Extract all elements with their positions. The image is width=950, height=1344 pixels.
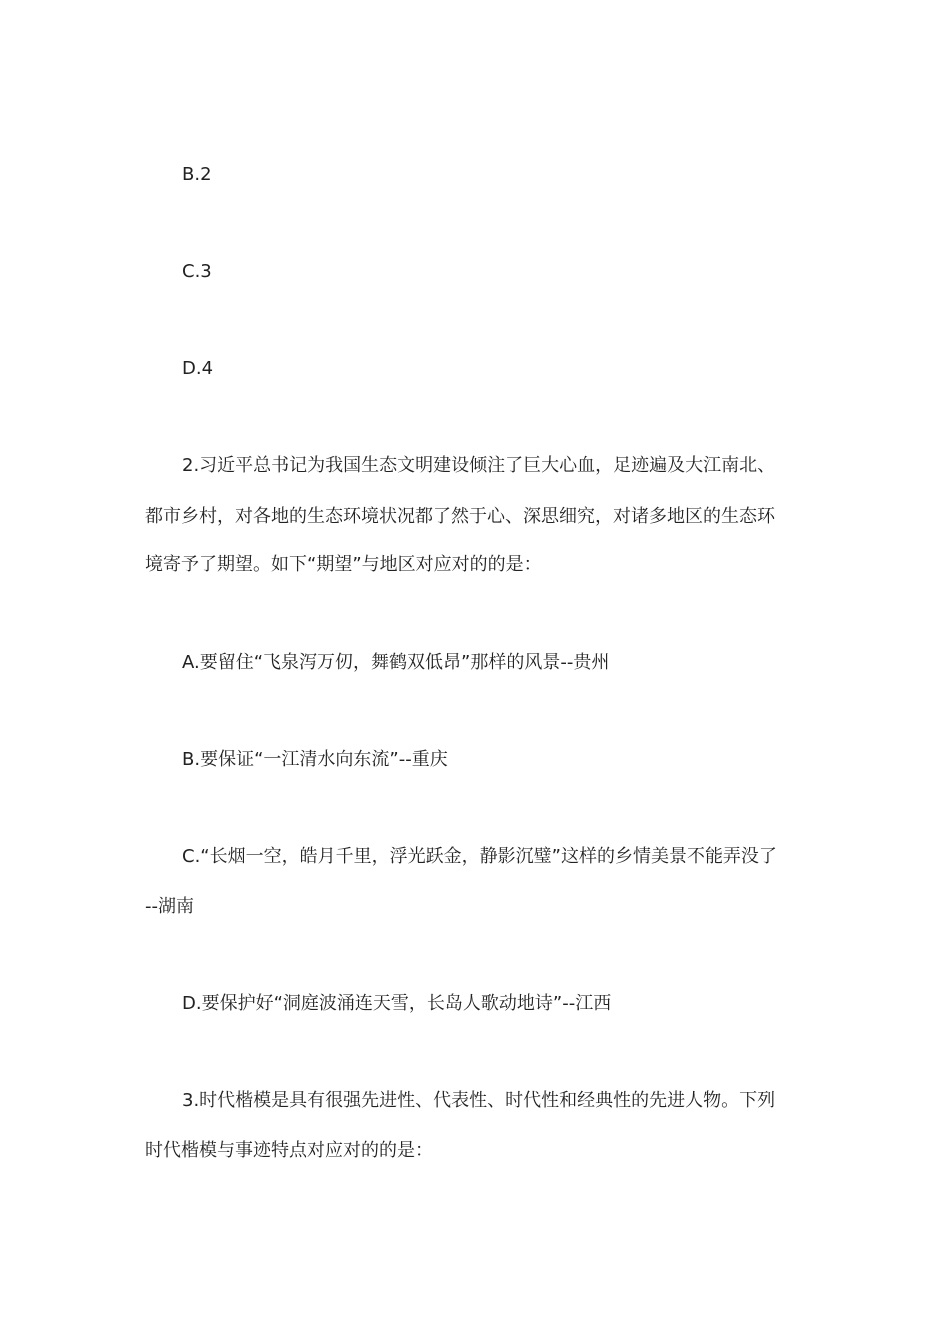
q3-stem-line-2: 时代楷模与事迹特点对应对的的是： (145, 1140, 433, 1161)
q3-stem-line-1: 3.时代楷模是具有很强先进性、代表性、时代性和经典性的先进人物。下列 (182, 1090, 776, 1111)
q2-option-c-line-2: --湖南 (145, 896, 194, 917)
q2-option-c-line-1: C.“长烟一空，皓月千里，浮光跃金，静影沉璧”这样的乡情美景不能弄没了 (182, 846, 777, 867)
q2-option-a: A.要留住“飞泉泻万仞，舞鹤双低昂”那样的风景--贵州 (182, 652, 610, 673)
q1-option-b: B.2 (182, 164, 212, 185)
q2-option-b: B.要保证“一江清水向东流”--重庆 (182, 749, 448, 770)
q1-option-c: C.3 (182, 261, 212, 282)
q2-stem-line-2: 都市乡村，对各地的生态环境状况都了然于心、深思细究，对诸多地区的生态环 (145, 506, 775, 527)
q2-stem-line-1: 2.习近平总书记为我国生态文明建设倾注了巨大心血，足迹遍及大江南北、 (182, 455, 776, 476)
q1-option-d: D.4 (182, 358, 214, 379)
q2-option-d: D.要保护好“洞庭波涌连天雪，长岛人歌动地诗”--江西 (182, 993, 612, 1014)
q2-stem-line-3: 境寄予了期望。如下“期望”与地区对应对的的是： (145, 554, 542, 575)
